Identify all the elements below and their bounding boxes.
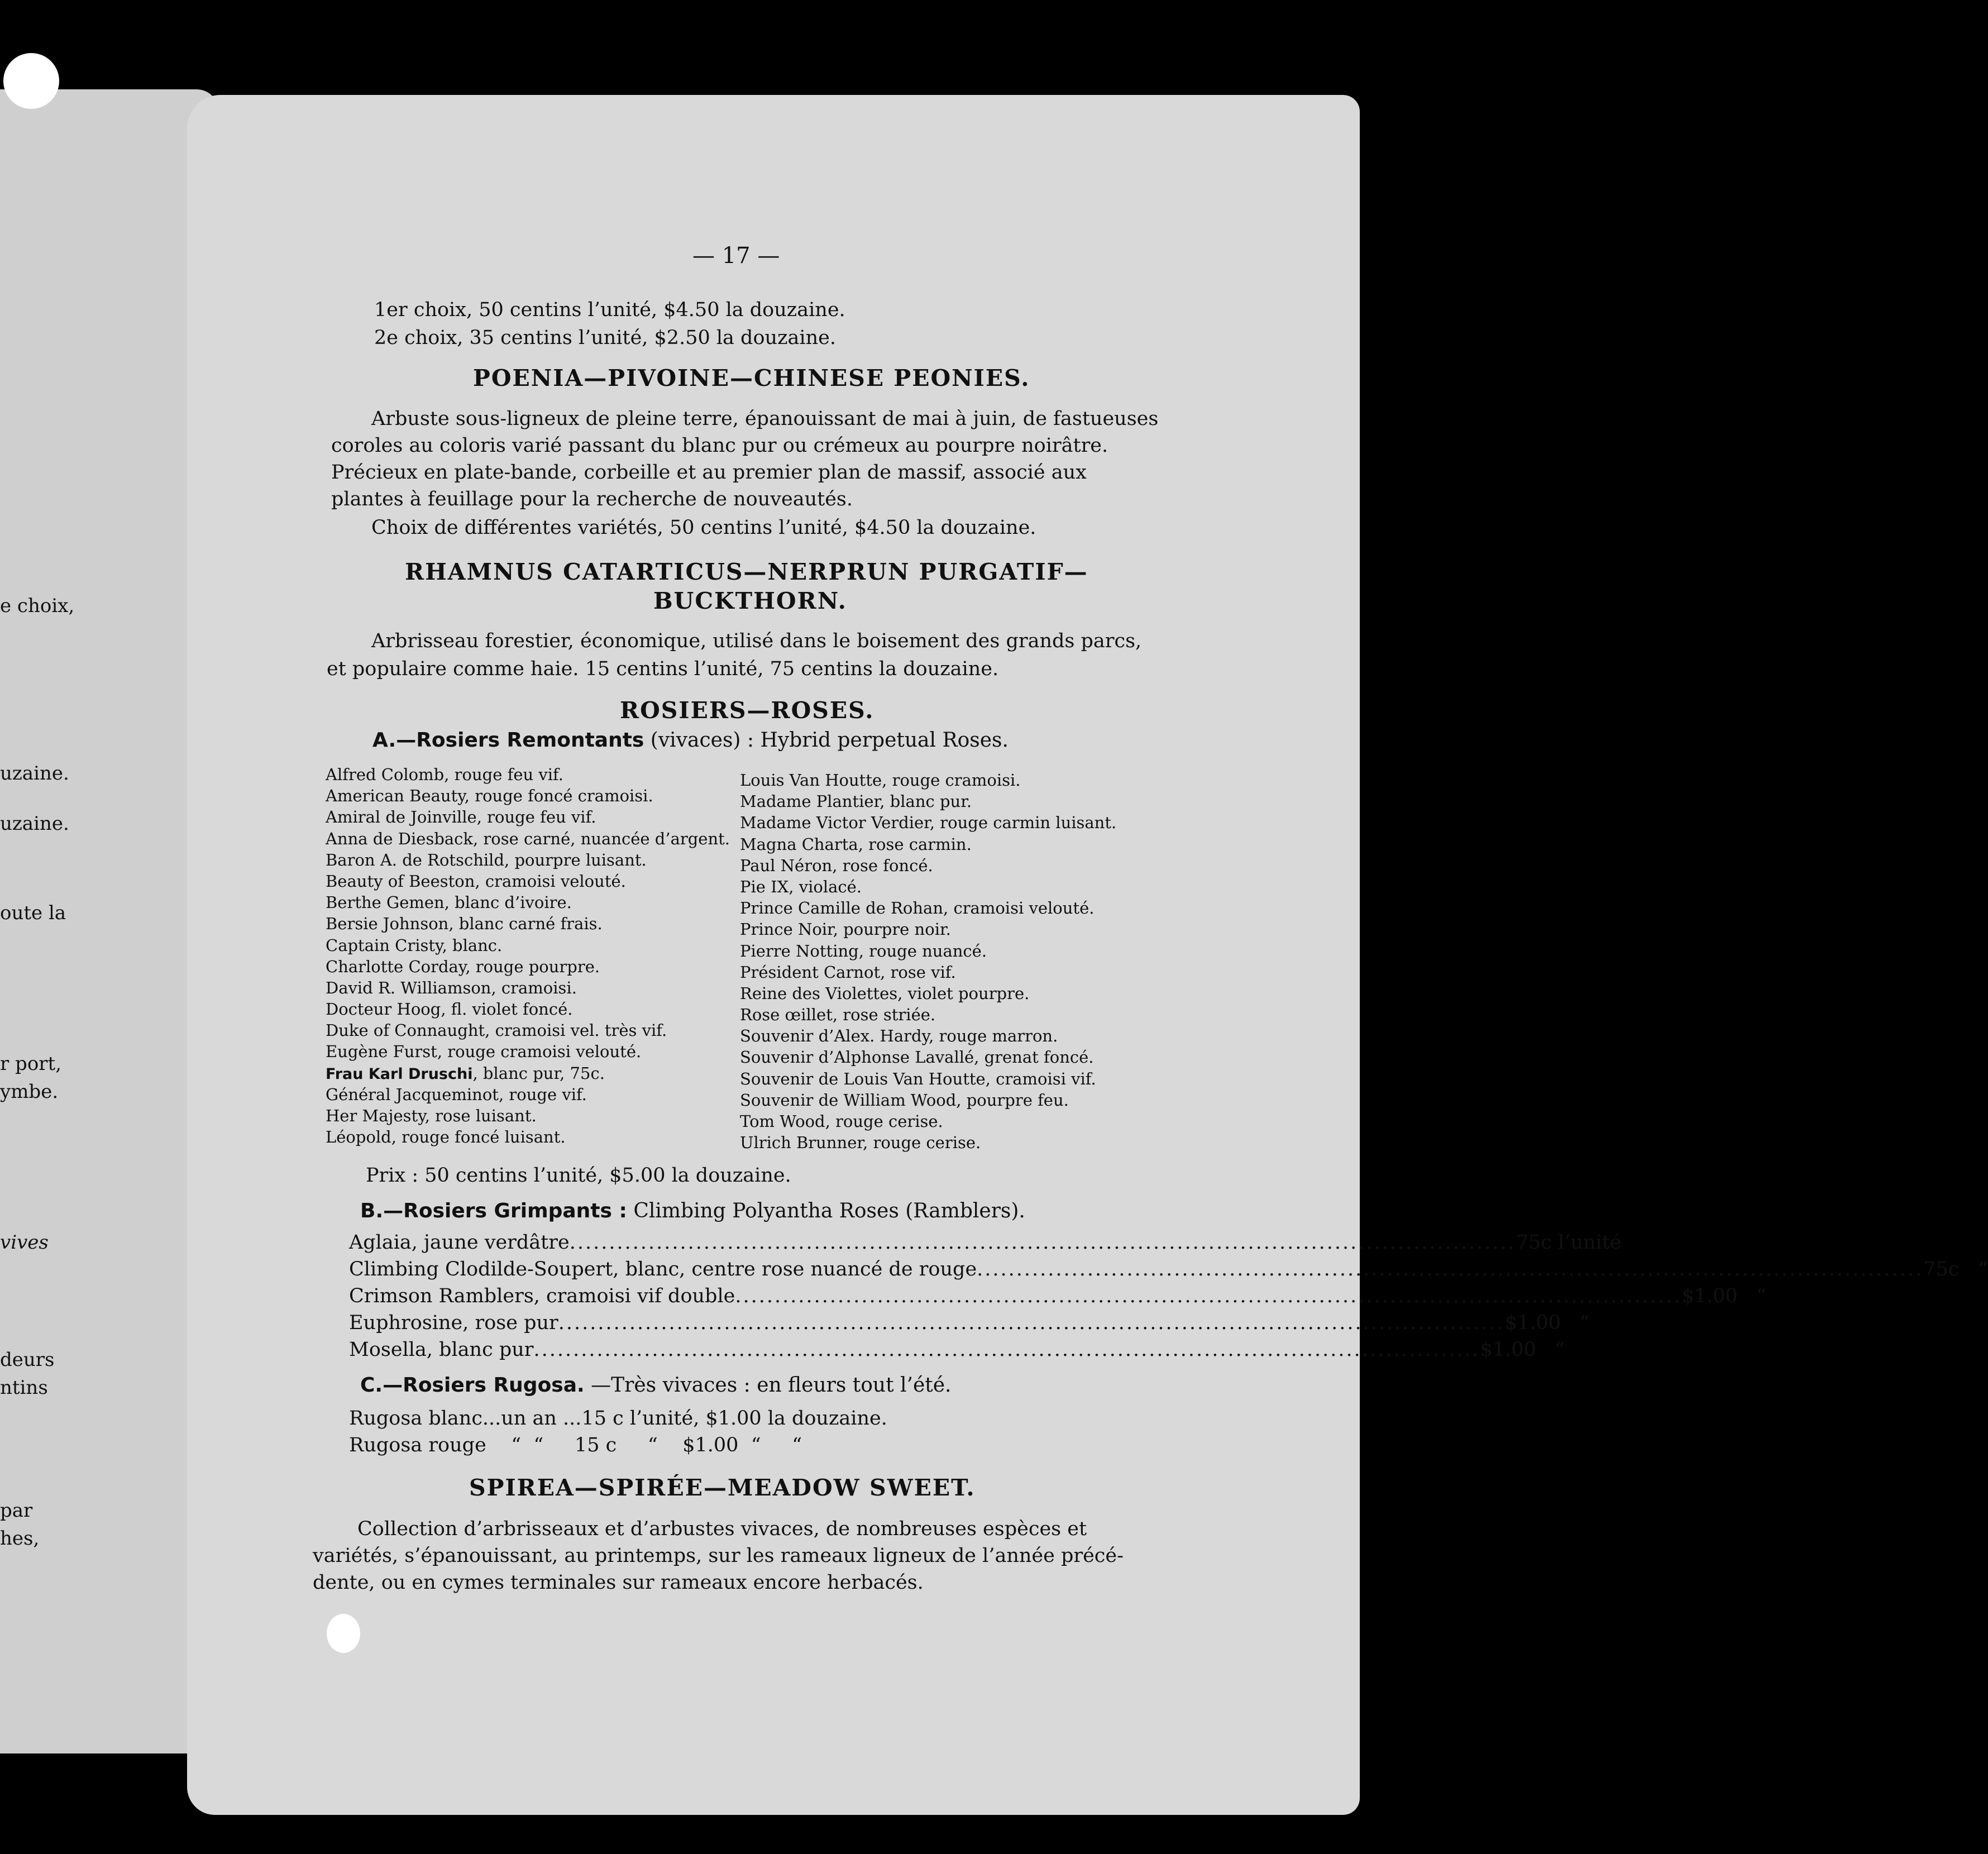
rose-list-item: [326, 936, 716, 957]
rose-name: Eugène Furst: [326, 1042, 437, 1062]
rose-list-item: [326, 1021, 716, 1042]
rose-name: Berthe Gemen: [326, 893, 445, 912]
rose-name: Bersie Johnson: [326, 914, 449, 934]
grimpants-table: [349, 1231, 1988, 1365]
rose-list-item: [740, 792, 1164, 813]
grimpant-name: Climbing Clodilde-Soupert, blanc, centre rose nuancé de rouge: [349, 1258, 977, 1280]
left-fragment: oute la: [0, 902, 66, 924]
rose-name: Frau Karl Druschi: [326, 1065, 473, 1083]
spirea-text: Collection d’arbrisseaux et d’arbustes vivaces, de nombreuses espèces et: [357, 1518, 1087, 1540]
rose-name: Louis Van Houtte: [740, 771, 882, 790]
rose-list-item: [740, 1069, 1164, 1091]
document-page: [187, 95, 1988, 1815]
paper-damage-spot: [3, 53, 59, 109]
poenia-text: plantes à feuillage pour la recherche de nouveautés.: [331, 488, 853, 510]
rose-name: Prince Noir: [740, 920, 833, 939]
rose-list-item: [740, 835, 1164, 856]
left-fragment: deurs: [0, 1349, 55, 1371]
rose-name: Général Jacqueminot: [326, 1084, 499, 1104]
rose-description: , rouge foncé cramoisi.: [464, 786, 653, 806]
spirea-text: variétés, s’épanouissant, au printemps, sur les rameaux ligneux de l’année précé-: [313, 1545, 1124, 1567]
rose-list-item: [740, 1026, 1164, 1048]
rose-description: , pourpre noir.: [833, 920, 951, 939]
rose-list-left: [326, 765, 730, 1149]
left-fragment: uzaine.: [0, 813, 69, 835]
rose-name: Alfred Colomb: [326, 765, 445, 784]
left-fragment: uzaine.: [0, 762, 69, 785]
dot-leader: ........................................................................................................................: [533, 1339, 1480, 1361]
rose-list-item: [740, 1048, 1164, 1069]
rose-list-item: [326, 914, 716, 935]
rose-name: Tom Wood: [740, 1112, 825, 1131]
rose-list-item: [740, 920, 1164, 941]
rose-description: , rouge cerise.: [863, 1133, 981, 1153]
grimpant-name: Mosella, blanc pur: [349, 1339, 534, 1361]
rose-description: , rouge cramoisi.: [882, 771, 1021, 790]
rose-list-item: [740, 963, 1164, 984]
rose-description: , cramoisi vif.: [985, 1069, 1096, 1088]
rose-list-right: [740, 771, 1164, 1154]
poenia-text: Arbuste sous-ligneux de pleine terre, épanouissant de mai à juin, de fastueuses: [371, 408, 1159, 430]
rose-list-item: [326, 1085, 716, 1106]
rose-list-item: [326, 1042, 716, 1063]
rose-name: David R. Williamson: [326, 978, 491, 997]
rose-name: Rose œillet: [740, 1005, 833, 1025]
choice-line: 2e choix, 35 centins l’unité, $2.50 la douzaine.: [374, 327, 836, 349]
section-heading-rhamnus-2: BUCKTHORN.: [653, 587, 847, 614]
rose-list-item: [740, 1091, 1164, 1112]
left-fragment: ntins: [0, 1377, 48, 1399]
rose-description: , fl. violet foncé.: [441, 1000, 573, 1019]
rose-list-item: [740, 899, 1164, 920]
rose-list-item: [740, 877, 1164, 899]
rose-description: , rouge carmin luisant.: [929, 813, 1117, 833]
rose-list-item: [326, 1064, 716, 1085]
section-heading-rhamnus: RHAMNUS CATARTICUS—NERPRUN PURGATIF—: [405, 558, 1088, 585]
left-page-fragment: [0, 89, 219, 1753]
rose-description: , rouge marron.: [929, 1026, 1058, 1046]
subsection-a-label: A.—Rosiers Remontants: [372, 729, 644, 752]
poenia-text: coroles au coloris varié passant du blanc pur ou crémeux au pourpre noirâtre.: [331, 434, 1108, 457]
grimpant-row: [349, 1231, 1622, 1258]
rose-description: , violacé.: [788, 877, 862, 896]
subsection-b-text: Climbing Polyantha Roses (Ramblers).: [633, 1200, 1025, 1222]
grimpant-name: Crimson Ramblers, cramoisi vif double: [349, 1285, 735, 1307]
rose-name: Baron A. de Rotschild: [326, 850, 505, 869]
rose-list-item: [326, 872, 716, 893]
rose-name: Président Carnot: [740, 962, 881, 982]
rose-name: Pierre Notting: [740, 941, 859, 961]
grimpant-price: 75c “: [1923, 1258, 1988, 1280]
rose-description: , rouge feu vif.: [444, 765, 563, 784]
spirea-text: dente, ou en cymes terminales sur rameaux encore herbacés.: [313, 1571, 924, 1594]
rose-name: Souvenir de Louis Van Houtte: [740, 1069, 986, 1088]
rose-name: Anna de Diesback: [326, 829, 473, 848]
choice-line: 1er choix, 50 centins l’unité, $4.50 la douzaine.: [374, 299, 845, 321]
rose-name: Léopold: [326, 1127, 391, 1147]
rose-name: Ulrich Brunner: [740, 1133, 863, 1153]
rose-description: , blanc pur.: [880, 792, 972, 811]
rose-name: Beauty of Beeston: [326, 871, 475, 891]
rhamnus-text: Arbrisseau forestier, économique, utilisé dans le boisement des grands parcs,: [371, 630, 1142, 652]
rose-description: , pourpre feu.: [956, 1090, 1069, 1110]
subsection-c-text: —Très vivaces : en fleurs tout l’été.: [591, 1374, 952, 1397]
rose-description: , grenat foncé.: [974, 1048, 1094, 1067]
rose-list-item: [326, 786, 716, 807]
rose-description: , cramoisi velouté.: [943, 899, 1095, 918]
rose-description: , rouge pourpre.: [465, 957, 600, 976]
rose-description: , cramoisi.: [491, 978, 577, 997]
rose-name: Souvenir d’Alex. Hardy: [740, 1026, 929, 1046]
rose-name: Madame Victor Verdier: [740, 813, 930, 833]
grimpant-price: 75c l’unité: [1516, 1231, 1622, 1254]
grimpant-price: $1.00 “: [1504, 1312, 1590, 1334]
rugosa-line: Rugosa blanc...un an ...15 c l’unité, $1.00 la douzaine.: [349, 1407, 887, 1430]
rose-description: , cramoisi vel. très vif.: [485, 1021, 667, 1040]
rosiers-prix: Prix : 50 centins l’unité, $5.00 la douzaine.: [366, 1164, 791, 1187]
dot-leader: ........................................................................................................................: [735, 1285, 1682, 1307]
rose-description: , blanc d’ivoire.: [444, 893, 572, 912]
rose-list-item: [326, 1127, 716, 1149]
rose-name: Magna Charta: [740, 834, 858, 854]
rose-description: , rouge nuancé.: [858, 941, 987, 961]
poenia-price: Choix de différentes variétés, 50 centins l’unité, $4.50 la douzaine.: [371, 517, 1036, 539]
left-fragment: e choix,: [0, 595, 75, 617]
grimpant-name: Aglaia, jaune verdâtre: [349, 1231, 570, 1254]
rhamnus-text: et populaire comme haie. 15 centins l’unité, 75 centins la douzaine.: [327, 658, 999, 680]
rose-description: , rose foncé.: [832, 856, 933, 875]
subsection-c: [360, 1374, 951, 1397]
rose-list-item: [326, 850, 716, 872]
rose-name: Souvenir d’Alphonse Lavallé: [740, 1048, 974, 1067]
dot-leader: ........................................................................................................................: [569, 1231, 1516, 1254]
grimpant-row: [349, 1285, 1766, 1312]
paper-damage-spot: [327, 1614, 360, 1653]
rose-list-item: [326, 807, 716, 829]
left-fragment: ymbe.: [0, 1081, 59, 1103]
section-heading-rosiers: ROSIERS—ROSES.: [620, 697, 874, 724]
rose-list-item: [326, 957, 716, 978]
rose-list-item: [326, 1106, 716, 1127]
rose-description: , cramoisi velouté.: [475, 871, 626, 891]
rose-name: Madame Plantier: [740, 792, 880, 811]
rose-description: , blanc.: [442, 935, 503, 955]
rose-name: Prince Camille de Rohan: [740, 899, 944, 918]
rose-description: , rose striée.: [832, 1005, 936, 1025]
left-fragment: hes,: [0, 1527, 40, 1550]
rose-name: Charlotte Corday: [326, 957, 466, 976]
rose-name: Captain Cristy: [326, 935, 442, 955]
grimpant-row: [349, 1312, 1590, 1339]
rose-description: , rose vif.: [880, 962, 956, 982]
rose-name: Pie IX: [740, 877, 789, 896]
rose-list-item: [740, 1112, 1164, 1133]
rose-description: , blanc carné frais.: [448, 914, 603, 934]
rose-name: Reine des Violettes: [740, 983, 898, 1003]
section-heading-spirea: SPIREA—SPIRÉE—MEADOW SWEET.: [469, 1474, 976, 1501]
rose-list-item: [740, 771, 1164, 792]
subsection-a-text: (vivaces) : Hybrid perpetual Roses.: [650, 729, 1009, 752]
rose-list-item: [740, 856, 1164, 877]
rose-description: , violet pourpre.: [897, 983, 1030, 1003]
rose-name: American Beauty: [326, 786, 465, 806]
rose-list-item: [740, 942, 1164, 963]
grimpant-price: $1.00 “: [1480, 1339, 1565, 1361]
rose-name: Docteur Hoog: [326, 1000, 441, 1019]
left-fragment: r port,: [0, 1053, 62, 1075]
grimpant-name: Euphrosine, rose pur: [349, 1312, 558, 1334]
grimpant-row: [349, 1339, 1565, 1365]
rose-name: Amiral de Joinville: [326, 807, 477, 827]
grimpant-price: $1.00 “: [1681, 1285, 1766, 1307]
rose-description: , rouge vif.: [498, 1084, 587, 1104]
rose-description: , rouge foncé luisant.: [391, 1127, 566, 1147]
rose-name: Souvenir de William Wood: [740, 1090, 957, 1110]
grimpant-row: [349, 1258, 1988, 1285]
rose-list-item: [326, 1000, 716, 1021]
rose-list-item: [740, 1133, 1164, 1154]
subsection-b: [360, 1200, 1025, 1222]
rose-list-item: [740, 1005, 1164, 1026]
rose-description: , rose carné, nuancée d’argent.: [473, 829, 730, 848]
poenia-text: Précieux en plate-bande, corbeille et au premier plan de massif, associé aux: [331, 461, 1087, 484]
rose-name: Duke of Connaught: [326, 1021, 485, 1040]
left-fragment: vives: [0, 1231, 49, 1254]
rose-description: , rose carmin.: [858, 834, 972, 854]
rose-name: Her Majesty: [326, 1106, 425, 1125]
rose-list-item: [326, 978, 716, 1000]
rose-description: , blanc pur, 75c.: [472, 1063, 605, 1083]
section-heading-poenia: POENIA—PIVOINE—CHINESE PEONIES.: [473, 365, 1030, 391]
subsection-a: [372, 729, 1009, 752]
dot-leader: ........................................................................................................................: [558, 1312, 1505, 1334]
dot-leader: ........................................................................................................................: [977, 1258, 1924, 1280]
rose-description: , rouge cramoisi velouté.: [437, 1042, 642, 1062]
left-fragment: par: [0, 1499, 33, 1522]
rose-list-item: [326, 893, 716, 914]
subsection-b-label: B.—Rosiers Grimpants :: [360, 1200, 627, 1222]
rose-list-item: [326, 765, 716, 786]
page-number: — 17 —: [692, 243, 780, 269]
rose-description: , pourpre luisant.: [504, 850, 647, 869]
rose-description: , rouge feu vif.: [476, 807, 596, 827]
rose-description: , rouge cerise.: [825, 1112, 943, 1131]
rose-name: Paul Néron: [740, 856, 833, 875]
rose-list-item: [740, 984, 1164, 1005]
rose-list-item: [740, 813, 1164, 834]
rose-list-item: [326, 829, 730, 850]
rugosa-line: Rugosa rouge “ “ 15 c “ $1.00 “ “: [349, 1434, 802, 1456]
rose-description: , rose luisant.: [424, 1106, 537, 1125]
subsection-c-label: C.—Rosiers Rugosa.: [360, 1374, 585, 1397]
